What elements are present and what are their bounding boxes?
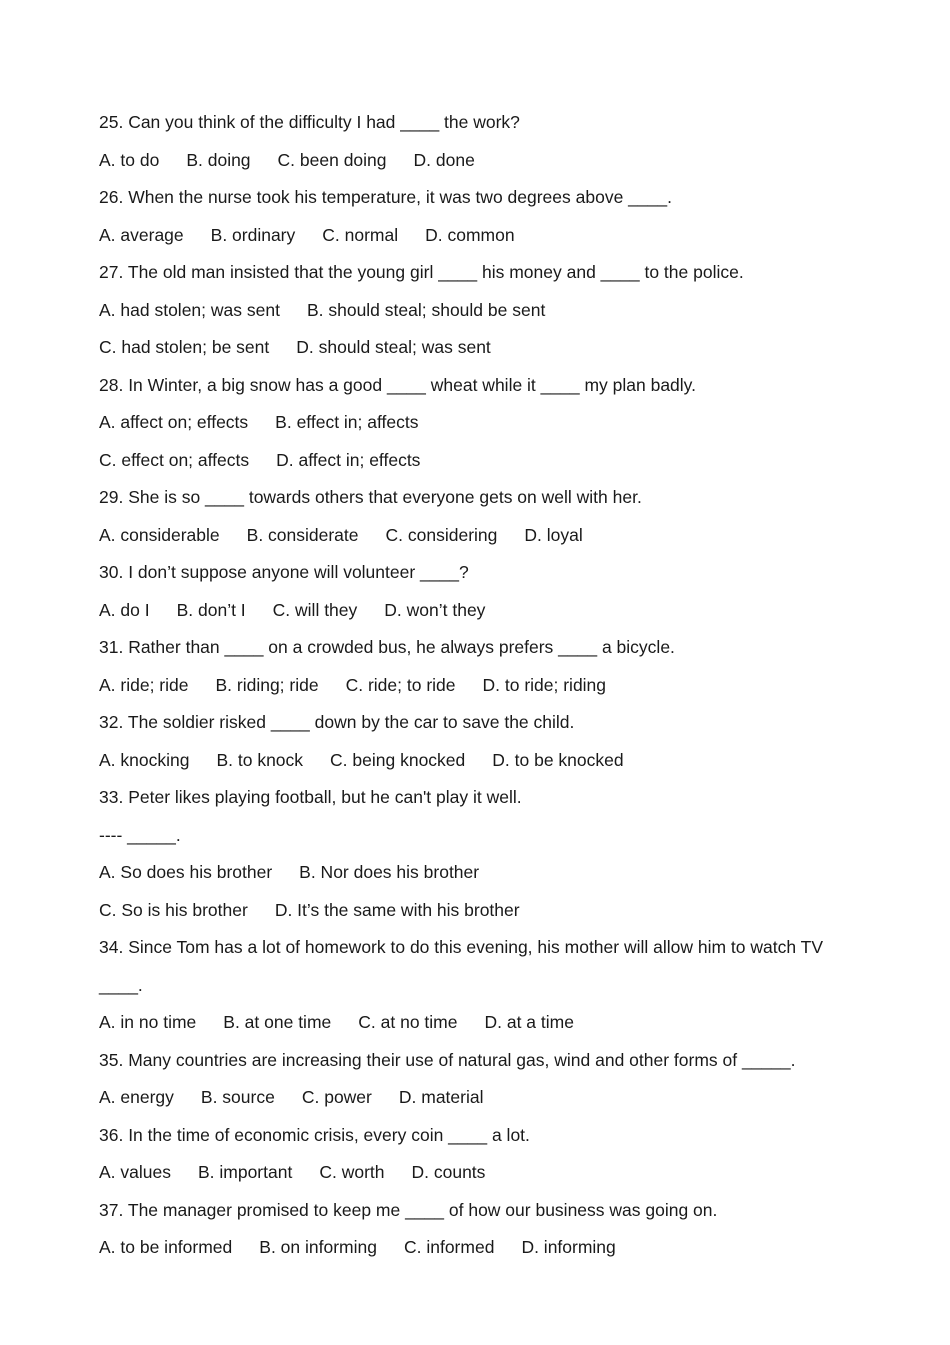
- option-c: C. informed: [403, 1237, 495, 1257]
- option-a: A. do I: [99, 599, 150, 620]
- option-c: C. being knocked: [330, 749, 466, 770]
- option-a: A. to be informed: [99, 1237, 233, 1257]
- question-32: [99, 704, 859, 779]
- option-a: A. in no time: [99, 1012, 197, 1032]
- question-30: [99, 554, 859, 629]
- question-stem: 35. Many countries are increasing their use of natural gas, wind and other forms of _____.: [99, 1049, 796, 1070]
- question-stem: 25. Can you think of the difficulty I had ____ the work?: [99, 112, 520, 132]
- options-row: [99, 442, 859, 480]
- question-stem: 27. The old man insisted that the young girl ____ his money and ____ to the police.: [99, 262, 744, 282]
- option-a: A. energy: [99, 1087, 174, 1107]
- option-b: B. to knock: [216, 749, 304, 770]
- option-c: C. been doing: [277, 149, 387, 170]
- option-b: B. effect in; affects: [275, 412, 419, 432]
- option-a: A. values: [99, 1162, 171, 1182]
- question-stem-continuation: ____.: [99, 974, 143, 995]
- options-row: [99, 1154, 859, 1192]
- option-b: B. riding; ride: [215, 674, 319, 695]
- option-c: C. worth: [319, 1162, 385, 1182]
- question-stem: 37. The manager promised to keep me ____ of how our business was going on.: [99, 1199, 718, 1220]
- question-33: [99, 779, 859, 929]
- option-c: C. normal: [322, 224, 399, 245]
- options-row: [99, 667, 859, 705]
- option-d: D. to ride; riding: [482, 674, 607, 695]
- option-d: D. won’t they: [384, 599, 486, 620]
- options-row: [99, 892, 859, 930]
- question-stem: 32. The soldier risked ____ down by the car to save the child.: [99, 712, 575, 732]
- option-b: B. doing: [186, 149, 251, 170]
- question-28: [99, 367, 859, 480]
- option-b: B. important: [197, 1162, 293, 1182]
- option-c: C. had stolen; be sent: [99, 337, 270, 357]
- option-a: A. So does his brother: [99, 862, 273, 882]
- option-a: A. ride; ride: [99, 674, 189, 695]
- options-row: [99, 1079, 859, 1117]
- options-row: [99, 329, 859, 367]
- options-row: [99, 292, 859, 330]
- question-stem: 29. She is so ____ towards others that everyone gets on well with her.: [99, 487, 642, 507]
- question-stem: 33. Peter likes playing football, but he can't play it well.: [99, 787, 522, 807]
- option-c: C. ride; to ride: [345, 674, 456, 695]
- question-stem: 34. Since Tom has a lot of homework to do this evening, his mother will allow him to watch TV: [99, 937, 824, 957]
- question-35: [99, 1042, 859, 1117]
- option-b: B. Nor does his brother: [299, 862, 480, 882]
- question-29: [99, 479, 859, 554]
- option-b: B. ordinary: [210, 224, 296, 245]
- question-stem: 30. I don’t suppose anyone will volunteer ____?: [99, 562, 469, 582]
- options-row: [99, 217, 859, 255]
- question-26: [99, 179, 859, 254]
- option-a: A. considerable: [99, 524, 220, 545]
- option-c: C. at no time: [358, 1012, 458, 1032]
- option-b: B. should steal; should be sent: [306, 299, 546, 320]
- question-stem: 26. When the nurse took his temperature, it was two degrees above ____.: [99, 187, 672, 207]
- exam-page: [99, 104, 859, 1267]
- options-row: [99, 742, 859, 780]
- question-37: [99, 1192, 859, 1267]
- options-row: [99, 854, 859, 892]
- question-stem: 36. In the time of economic crisis, every coin ____ a lot.: [99, 1124, 530, 1145]
- option-d: D. material: [398, 1087, 484, 1107]
- options-row: [99, 1004, 859, 1042]
- question-31: [99, 629, 859, 704]
- option-d: D. affect in; effects: [276, 449, 421, 470]
- question-36: [99, 1117, 859, 1192]
- option-d: D. counts: [411, 1162, 486, 1182]
- option-b: B. source: [200, 1087, 275, 1107]
- option-b: B. on informing: [259, 1237, 377, 1257]
- option-d: D. common: [425, 224, 515, 245]
- question-25: [99, 104, 859, 179]
- option-c: C. So is his brother: [99, 899, 248, 920]
- question-27: [99, 254, 859, 367]
- options-row: [99, 517, 859, 555]
- option-c: C. will they: [272, 599, 358, 620]
- option-b: B. at one time: [223, 1012, 332, 1032]
- option-d: D. It’s the same with his brother: [274, 899, 520, 920]
- option-a: A. affect on; effects: [99, 412, 249, 432]
- options-row: [99, 592, 859, 630]
- option-a: A. had stolen; was sent: [99, 299, 280, 320]
- option-d: D. done: [413, 149, 475, 170]
- question-stem: 31. Rather than ____ on a crowded bus, he always prefers ____ a bicycle.: [99, 637, 675, 657]
- question-34: [99, 929, 859, 1042]
- options-row: [99, 404, 859, 442]
- option-d: D. at a time: [484, 1012, 574, 1032]
- option-c: C. power: [301, 1087, 372, 1107]
- option-d: D. informing: [521, 1237, 616, 1257]
- option-a: A. average: [99, 224, 184, 245]
- option-b: B. considerate: [246, 524, 359, 545]
- option-c: C. effect on; affects: [99, 449, 250, 470]
- option-b: B. don’t I: [176, 599, 246, 620]
- option-d: D. should steal; was sent: [296, 337, 491, 357]
- option-c: C. considering: [385, 524, 498, 545]
- option-a: A. to do: [99, 149, 160, 170]
- option-d: D. loyal: [524, 524, 583, 545]
- option-a: A. knocking: [99, 749, 190, 770]
- question-stem: 28. In Winter, a big snow has a good ____ wheat while it ____ my plan badly.: [99, 374, 696, 395]
- options-row: [99, 142, 859, 180]
- option-d: D. to be knocked: [492, 749, 624, 770]
- options-row: [99, 1229, 859, 1267]
- dialogue-response-blank: ---- _____.: [99, 824, 181, 845]
